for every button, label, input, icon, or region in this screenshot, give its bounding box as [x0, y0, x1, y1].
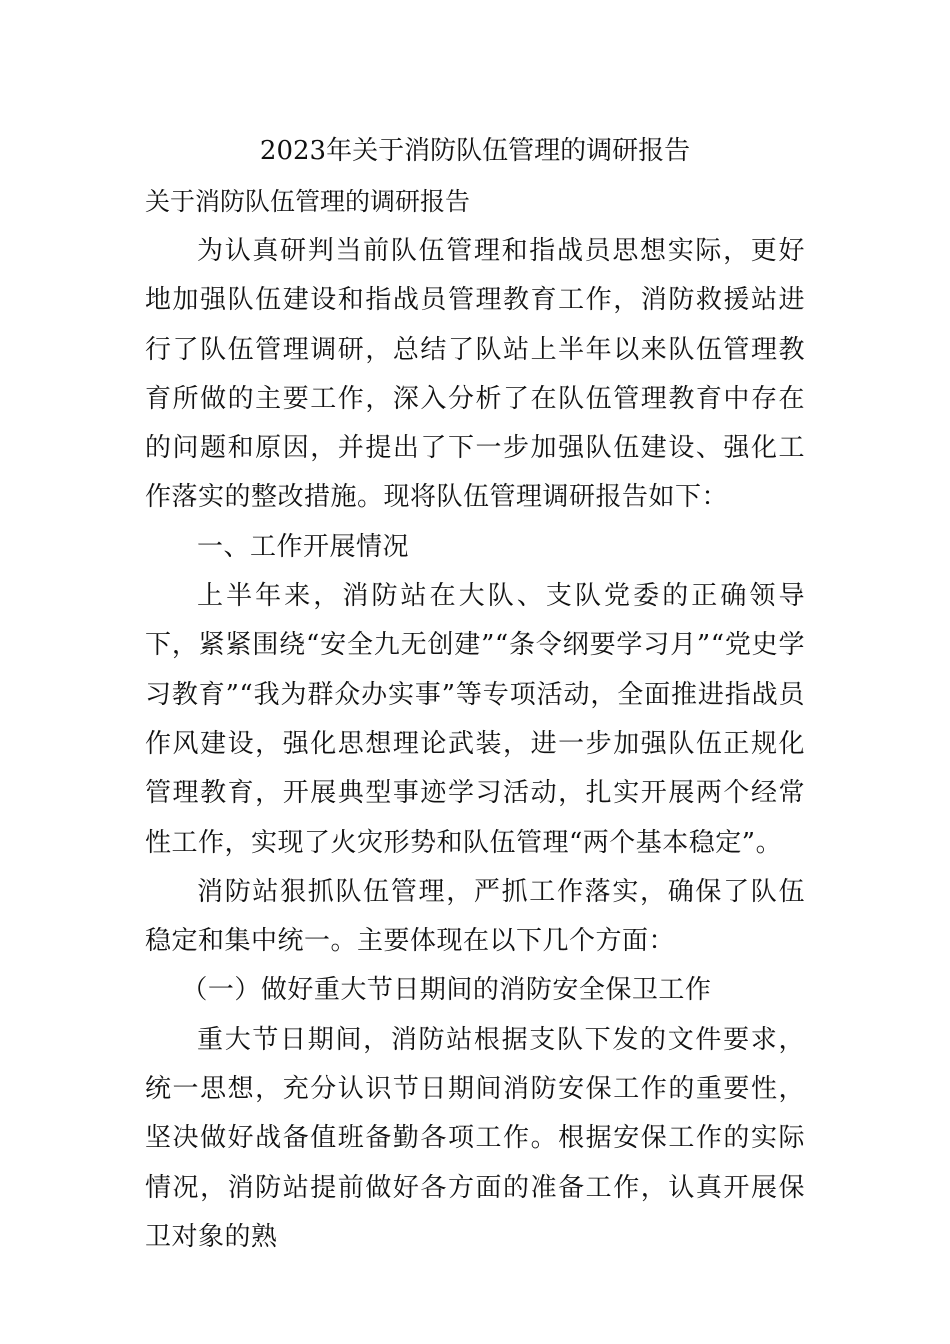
document-title: 2023年关于消防队伍管理的调研报告 — [259, 136, 691, 166]
document-body — [145, 227, 805, 1262]
section-heading-1: 一、工作开展情况 — [197, 531, 410, 562]
subsection-1-paragraph: 重大节日期间，消防站根据支队下发的文件要求，统一思想，充分认识节日期间消防安保工作的重要性，坚决做好战备值班备勤各项工作。根据安保工作的实际情况，消防站提前做好各方面的准备工作，认真开展保卫对象的熟 — [145, 1024, 805, 1252]
subsection-heading-1: （一）做好重大节日期间的消防安全保卫工作 — [181, 975, 712, 1006]
intro-paragraph: 为认真研判当前队伍管理和指战员思想实际，更好地加强队伍建设和指战员管理教育工作，消防救援站进行了队伍管理调研，总结了队站上半年以来队伍管理教育所做的主要工作，深入分析了在队伍管理教育中存在的问题和原因，并提出了下一步加强队伍建设、强化工作落实的整改措施。现将队伍管理调研报告如下： — [145, 236, 805, 513]
section-1-paragraph-1: 上半年来，消防站在大队、支队党委的正确领导下，紧紧围绕“安全九无创建”“条令纲要学习月”“党史学习教育”“我为群众办实事”等专项活动，全面推进指战员作风建设，强化思想理论武装，进一步加强队伍正规化管理教育，开展典型事迹学习活动，扎实开展两个经常性工作，实现了火灾形势和队伍管理“两个基本稳定”。 — [145, 581, 805, 858]
document-subtitle: 关于消防队伍管理的调研报告 — [145, 187, 471, 216]
section-1-paragraph-2: 消防站狠抓队伍管理，严抓工作落实，确保了队伍稳定和集中统一。主要体现在以下几个方面： — [145, 876, 805, 957]
